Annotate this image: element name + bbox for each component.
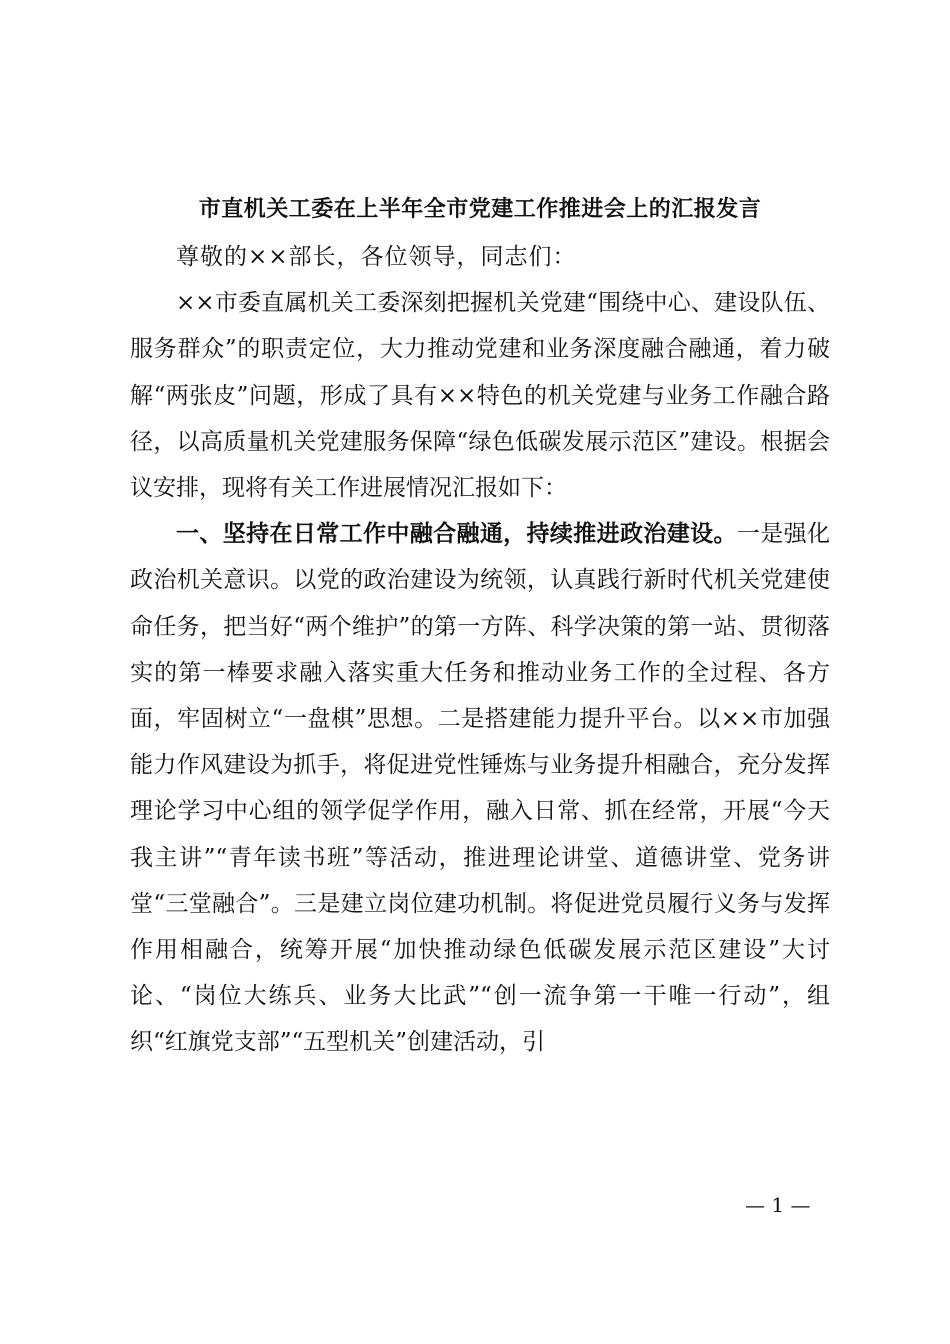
intro-paragraph: ××市委直属机关工委深刻把握机关党建“围绕中心、建设队伍、服务群众”的职责定位，大力推动党建和业务深度融合融通，着力破解“两张皮”问题，形成了具有××特色的机关党建与业务工作融合路径，以高质量机关党建服务保障“绿色低碳发展示范区”建设。根据会议安排，现将有关工作进展情况汇报如下： [130,290,830,502]
document-title: 市直机关工委在上半年全市党建工作推进会上的汇报发言 [198,196,762,222]
section-1-body: 一是强化政治机关意识。以党的政治建设为统领，认真践行新时代机关党建使命任务，把当好“两个维护”的第一方阵、科学决策的第一站、贯彻落实的第一棒要求融入落实重大任务和推动业务工作的全过程、各方面，牢固树立“一盘棋”思想。二是搭建能力提升平台。以××市加强能力作风建设为抓手，将促进党性锤炼与业务提升相融合，充分发挥理论学习中心组的领学促学作用，融入日常、抓在经常，开展“今天我主讲”“青年读书班”等活动，推进理论讲堂、道德讲堂、党务讲堂“三堂融合”。三是建立岗位建功机制。将促进党员履行义务与发挥作用相融合，统筹开展“加快推动绿色低碳发展示范区建设”大讨论、“岗位大练兵、业务大比武”“创一流争第一干唯一行动”，组织“红旗党支部”“五型机关”创建活动，引 [130,521,831,1056]
page-number: — 1 — [745,1193,811,1217]
document-body [130,234,830,1066]
salutation: 尊敬的××部长，各位领导，同志们： [176,244,577,270]
section-1-heading: 一、坚持在日常工作中融合融通，持续推进政治建设。 [176,521,737,548]
section-1-paragraph [130,511,830,1065]
